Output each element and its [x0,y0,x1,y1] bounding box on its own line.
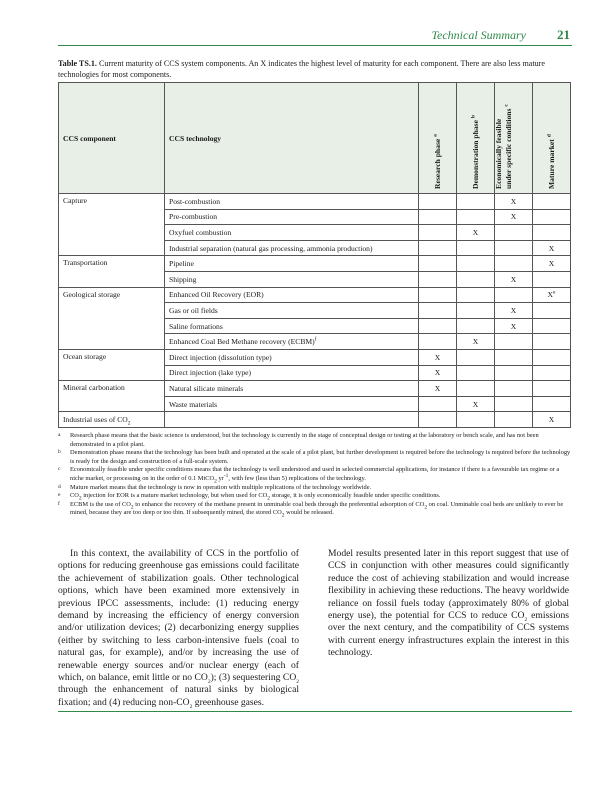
research-cell [419,194,457,210]
technology-cell: Natural silicate minerals [165,381,419,397]
econ-cell [495,240,533,256]
col-header-technology: CCS technology [165,83,419,194]
research-cell [419,303,457,319]
demo-cell [457,303,495,319]
research-cell: X [419,365,457,381]
table-row [59,412,571,428]
mature-cell [533,334,571,350]
demo-cell [457,349,495,365]
table-caption [58,58,570,80]
research-cell [419,271,457,287]
mature-cell [533,303,571,319]
footer-rule [58,711,572,712]
technology-cell: Shipping [165,271,419,287]
mature-cell [533,271,571,287]
demo-cell [457,240,495,256]
component-cell: Geological storage [59,287,165,349]
mature-cell [533,194,571,210]
col-header-demonstration: Demonstration phase $^b$ [457,83,495,194]
research-cell [419,287,457,303]
demo-cell [457,271,495,287]
technology-cell: Post-combustion [165,194,419,210]
econ-cell: X [495,271,533,287]
econ-cell: X [495,318,533,334]
technology-cell: Industrial separation (natural gas processing, ammonia production) [165,240,419,256]
technology-cell: Pipeline [165,256,419,272]
technology-cell: Waste materials [165,396,419,412]
col-header-component: CCS component [59,83,165,194]
demo-cell [457,287,495,303]
econ-cell [495,365,533,381]
footnote: f ECBM is the use of $CO_2$ to enhance the recovery of the methane present in unminable coal beds through the preferential adsorption of $CO_2$ on coal. Unminable coal beds are unlikely to ever be mined, because they are too deep or too thin. If subsequently mined, the stored $CO_2$ would be released. [58,500,564,519]
mature-cell [533,225,571,241]
technology-cell: Enhanced Coal Bed Methane recovery (ECBM)$^f$ [165,334,419,350]
page-header [58,26,572,44]
econ-cell [495,287,533,303]
econ-cell [495,412,533,428]
table-header-row [59,83,571,194]
technology-cell: Oxyfuel combustion [165,225,419,241]
footnote: c Economically feasible under specific conditions means that the technology is well understood and used in selected commercial applications, for instance if there is a favourable tax regime or a niche market, or processing on in the order of 0.1 MtCO$_2$ $yr^{-1}$, with few (less than 5) replications of the technology. [58,466,560,485]
research-cell [419,318,457,334]
table-row [59,381,571,397]
mature-cell: Xe [533,287,571,303]
table-label: Table TS.1. [58,59,97,68]
demo-cell [457,412,495,428]
mature-cell [533,365,571,381]
header-rule [58,45,572,46]
econ-cell [495,396,533,412]
research-cell [419,225,457,241]
mature-cell [533,349,571,365]
mature-cell: X [533,240,571,256]
research-cell [419,256,457,272]
component-cell: Capture [59,194,165,256]
col-header-mature-market: Mature market $^d$ [533,83,571,194]
demo-cell [457,209,495,225]
demo-cell [457,381,495,397]
ccs-maturity-table [58,82,571,428]
component-cell: Industrial uses of $CO_2$ [59,412,165,428]
econ-cell: X [495,303,533,319]
component-cell: Ocean storage [59,349,165,380]
component-cell: Mineral carbonation [59,381,165,412]
footnote: d Mature market means that the technology is now in operation with multiple replications of the technology worldwide. [58,483,372,491]
page-number: 21 [557,27,570,42]
mature-cell: X [533,412,571,428]
research-cell [419,209,457,225]
table-footnotes [58,432,572,518]
table-row [59,349,571,365]
technology-cell [165,412,419,428]
footnote: b Demonstration phase means that the technology has been built and operated at the scale of a pilot plant, but further development is required before the technology is required before the technology is ready for the design and construction of a full-scale system. [58,449,571,465]
mature-cell: X [533,256,571,272]
footnote: e $CO_2$ injection for EOR is a mature market technology, but when used for $CO_2$ storage, it is only economically feasible under specific conditions. [58,492,441,502]
technology-cell: Direct injection (lake type) [165,365,419,381]
econ-cell [495,256,533,272]
body-column-left [58,548,299,709]
table-row [59,287,571,303]
technology-cell: Enhanced Oil Recovery (EOR) [165,287,419,303]
table-row [59,256,571,272]
table-caption-text: Current maturity of CCS system components. An X indicates the highest level of maturity for each component. There are also less mature technologies for most components. [58,59,545,79]
econ-cell: X [495,209,533,225]
body-column-right [328,548,569,660]
demo-cell [457,365,495,381]
research-cell [419,240,457,256]
col-header-research: Research phase $^a$ [419,83,457,194]
econ-cell [495,225,533,241]
technology-cell: Gas or oil fields [165,303,419,319]
research-cell: X [419,381,457,397]
demo-cell [457,318,495,334]
table-row [59,194,571,210]
research-cell [419,412,457,428]
body-paragraph: Model results presented later in this report suggest that use of CCS in conjunction with other measures could significantly reduce the cost of achieving stabilization and would increase flexibility in achieving these reductions. The heavy worldwide reliance on fossil fuels today (approximately 80% of global energy use), the potential for CCS to reduce $CO_2$ emissions over the next century, and the compatibility of CCS systems with current energy infrastructures explain the interest in this technology. [328,548,569,659]
econ-cell [495,381,533,397]
research-cell [419,334,457,350]
mature-cell [533,396,571,412]
running-title: Technical Summary [431,28,526,42]
technology-cell: Direct injection (dissolution type) [165,349,419,365]
mature-cell [533,318,571,334]
demo-cell [457,256,495,272]
econ-cell: X [495,194,533,210]
technology-cell: Saline formations [165,318,419,334]
body-paragraph: In this context, the availability of CCS in the portfolio of options for reducing greenhouse gas emissions could facilitate the achievement of stabilization goals. Other technological options, which have been examined more extensively in previous IPCC assessments, include: (1) reducing energy demand by increasing the efficiency of energy conversion and/or utilization devices; (2) decarbonizing energy supplies (either by switching to less carbon-intensive fuels (coal to natural gas, for example), and/or by increasing the use of renewable energy sources and/or nuclear energy (each of which, on balance, emit little or no $CO_2$); (3) sequestering $CO_2$ through the enhancement of natural sinks by biological fixation; and (4) reducing non-$CO_2$ greenhouse gases. [58,548,300,710]
component-cell: Transportation [59,256,165,287]
demo-cell: X [457,396,495,412]
technology-cell: Pre-combustion [165,209,419,225]
demo-cell: X [457,334,495,350]
footnote: a Research phase means that the basic science is understood, but the technology is currently in the stage of conceptual design or testing at the laboratory or bench scale, and has not been demonstrated in a pilot plant. [58,432,539,448]
mature-cell [533,209,571,225]
mature-cell [533,381,571,397]
research-cell: X [419,349,457,365]
col-header-economically-feasible: Economically feasible under specific conditions $^c$ [495,83,533,194]
demo-cell: X [457,225,495,241]
demo-cell [457,194,495,210]
research-cell [419,396,457,412]
econ-cell [495,349,533,365]
econ-cell [495,334,533,350]
